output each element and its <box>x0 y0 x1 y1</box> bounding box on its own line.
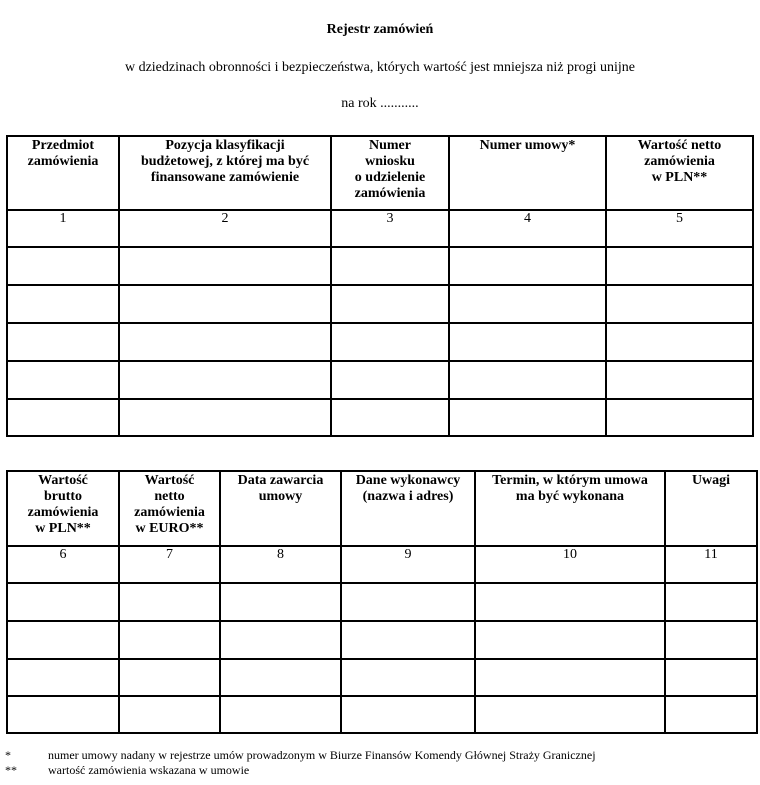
header-request-number <box>331 136 449 210</box>
header-net-value-pln <box>606 136 753 210</box>
header-subject <box>7 136 119 210</box>
empty-cell <box>449 285 606 323</box>
empty-cell <box>7 696 119 733</box>
empty-cell <box>119 361 331 399</box>
empty-cell <box>331 285 449 323</box>
empty-cell <box>7 659 119 696</box>
header-net-value-euro <box>119 471 220 546</box>
footnote <box>5 748 596 763</box>
empty-cell <box>606 247 753 285</box>
table-row <box>7 247 753 285</box>
header-contract-date-label: Data zawarcia umowy <box>237 473 324 504</box>
column-number: 10 <box>475 546 665 583</box>
empty-cell <box>220 659 341 696</box>
empty-cell <box>220 696 341 733</box>
empty-cell <box>119 696 220 733</box>
empty-cell <box>331 399 449 436</box>
empty-cell <box>119 659 220 696</box>
column-number: 8 <box>220 546 341 583</box>
header-gross-value-pln-label: Wartość brutto zamówienia w PLN** <box>27 473 99 536</box>
empty-cell <box>606 361 753 399</box>
table-row <box>7 696 757 733</box>
empty-cell <box>7 361 119 399</box>
empty-cell <box>119 621 220 659</box>
header-contract-number <box>449 136 606 210</box>
column-number: 1 <box>7 210 119 247</box>
empty-cell <box>475 621 665 659</box>
footnotes <box>5 748 596 778</box>
header-completion-deadline-label: Termin, w którym umowa ma być wykonana <box>492 473 648 504</box>
empty-cell <box>341 621 475 659</box>
header-remarks-label: Uwagi <box>691 473 731 488</box>
empty-cell <box>475 583 665 621</box>
empty-cell <box>606 285 753 323</box>
column-number: 4 <box>449 210 606 247</box>
column-number: 7 <box>119 546 220 583</box>
empty-cell <box>7 583 119 621</box>
empty-cell <box>220 621 341 659</box>
empty-cell <box>119 323 331 361</box>
empty-cell <box>7 621 119 659</box>
header-contract-date <box>220 471 341 546</box>
table-row <box>7 659 757 696</box>
empty-cell <box>119 399 331 436</box>
empty-cell <box>341 583 475 621</box>
footnote-text: wartość zamówienia wskazana w umowie <box>48 763 250 777</box>
empty-cell <box>331 361 449 399</box>
empty-cell <box>449 399 606 436</box>
empty-cell <box>475 659 665 696</box>
table-row <box>7 583 757 621</box>
header-gross-value-pln <box>7 471 119 546</box>
table-row <box>7 285 753 323</box>
empty-cell <box>119 583 220 621</box>
empty-cell <box>7 247 119 285</box>
empty-cell <box>331 247 449 285</box>
column-number-row <box>7 546 757 583</box>
empty-cell <box>449 247 606 285</box>
empty-cell <box>606 323 753 361</box>
header-contract-number-label: Numer umowy* <box>479 138 576 153</box>
header-contractor-details <box>341 471 475 546</box>
empty-cell <box>665 659 757 696</box>
empty-cell <box>665 583 757 621</box>
footnote-mark: ** <box>5 763 17 777</box>
register-table-part-1 <box>6 135 754 437</box>
table-row <box>7 621 757 659</box>
document-title: Rejestr zamówień <box>326 22 434 37</box>
empty-cell <box>119 285 331 323</box>
empty-cell <box>606 399 753 436</box>
column-number: 6 <box>7 546 119 583</box>
header-remarks <box>665 471 757 546</box>
header-completion-deadline <box>475 471 665 546</box>
document-subtitle: w dziedzinach obronności i bezpieczeństwa, których wartość jest mniejsza niż progi unijne <box>124 60 636 75</box>
empty-cell <box>475 696 665 733</box>
column-number: 3 <box>331 210 449 247</box>
column-number: 11 <box>665 546 757 583</box>
empty-cell <box>665 621 757 659</box>
empty-cell <box>7 399 119 436</box>
header-budget-position <box>119 136 331 210</box>
header-net-value-euro-label: Wartość netto zamówienia w EURO** <box>134 473 205 536</box>
header-request-number-label: Numer wniosku o udzielenie zamówienia <box>354 138 426 201</box>
empty-cell <box>449 361 606 399</box>
register-table-part-2 <box>6 470 758 734</box>
footnote-text: numer umowy nadany w rejestrze umów prowadzonym w Biurze Finansów Komendy Głównej Straży Granicznej <box>48 748 596 762</box>
table-row <box>7 323 753 361</box>
header-contractor-details-label: Dane wykonawcy (nazwa i adres) <box>355 473 461 504</box>
table-row <box>7 399 753 436</box>
column-number: 5 <box>606 210 753 247</box>
footnote-mark: * <box>5 748 11 762</box>
header-subject-label: Przedmiot zamówienia <box>27 138 99 169</box>
empty-cell <box>331 323 449 361</box>
footnote <box>5 763 596 778</box>
column-number-row <box>7 210 753 247</box>
empty-cell <box>341 659 475 696</box>
header-net-value-pln-label: Wartość netto zamówienia w PLN** <box>637 138 722 185</box>
empty-cell <box>665 696 757 733</box>
empty-cell <box>7 323 119 361</box>
column-number: 9 <box>341 546 475 583</box>
column-number: 2 <box>119 210 331 247</box>
empty-cell <box>7 285 119 323</box>
table-row <box>7 361 753 399</box>
empty-cell <box>220 583 341 621</box>
empty-cell <box>119 247 331 285</box>
year-line: na rok ........... <box>341 96 419 111</box>
empty-cell <box>449 323 606 361</box>
header-budget-position-label: Pozycja klasyfikacji budżetowej, z której ma być finansowane zamówienie <box>140 138 310 185</box>
empty-cell <box>341 696 475 733</box>
